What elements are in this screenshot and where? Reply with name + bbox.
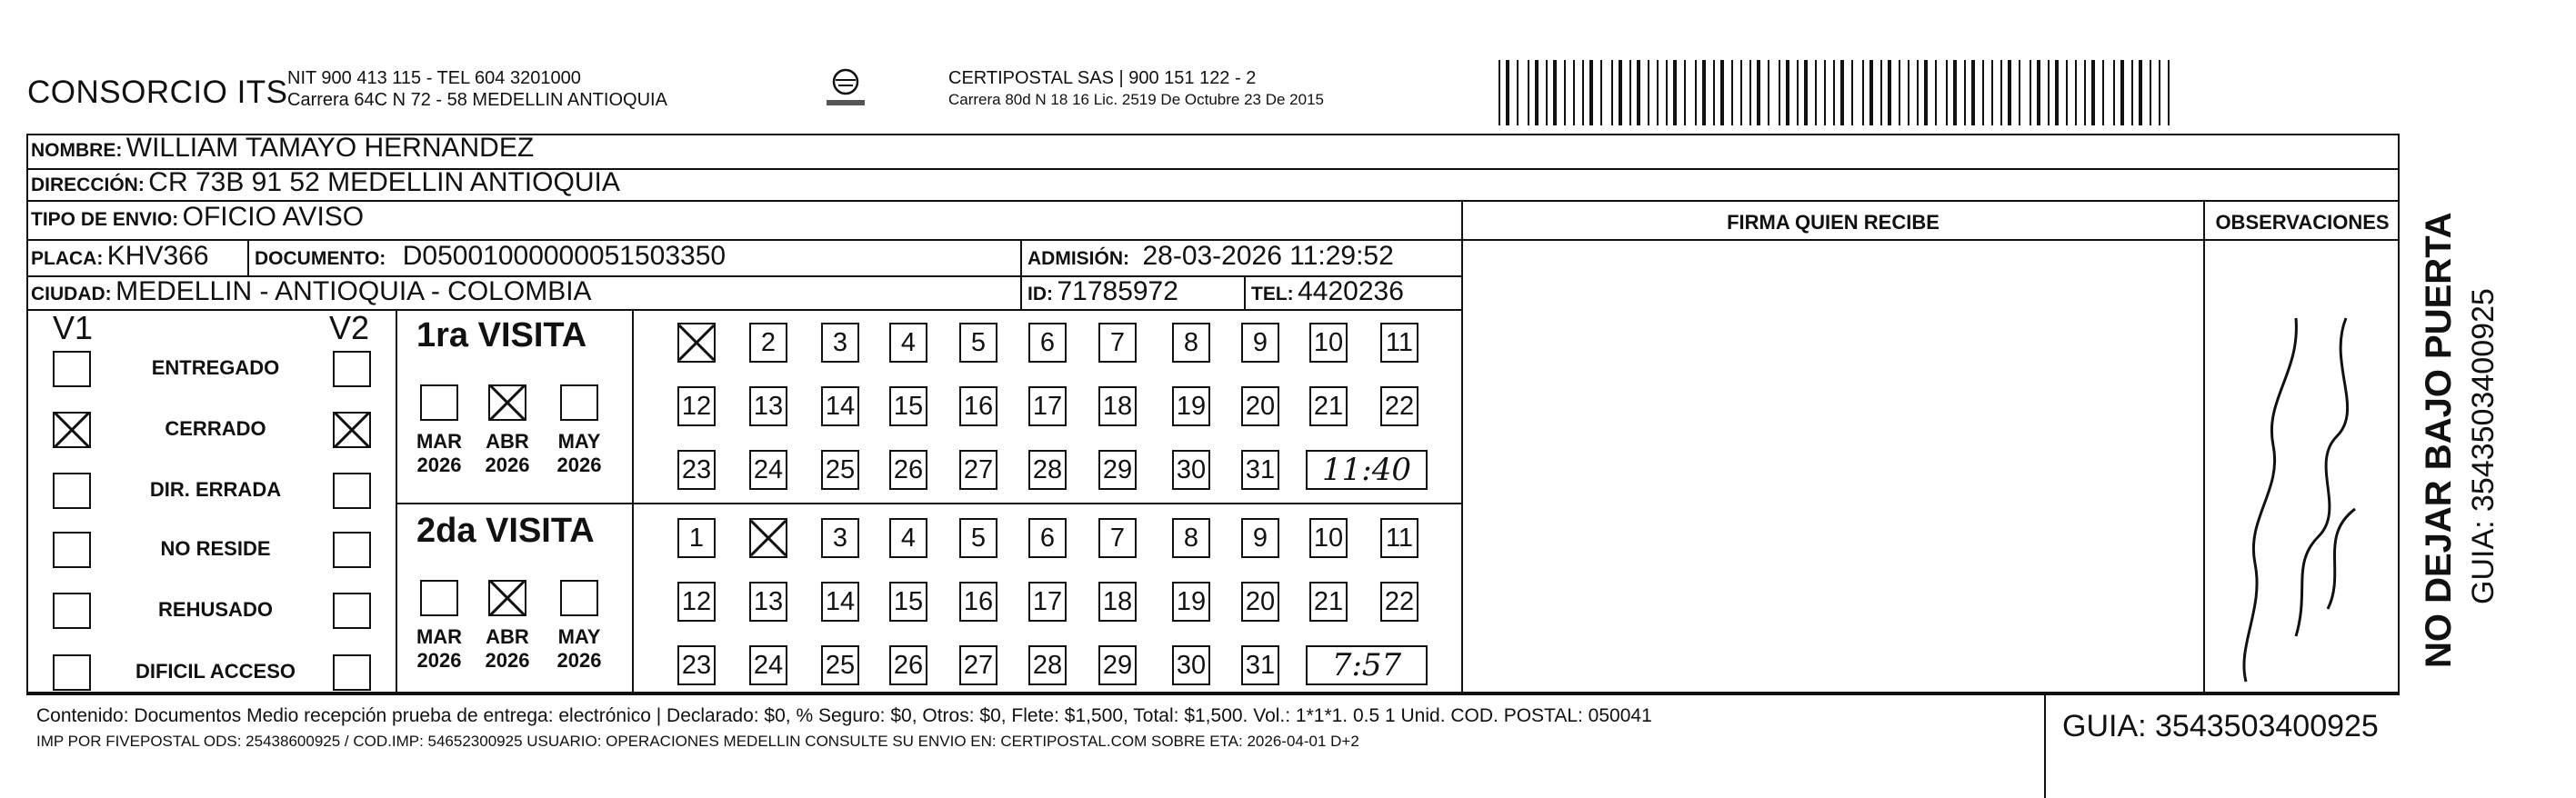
visit-time: 7:57 (1306, 645, 1428, 685)
day-checkbox[interactable]: 28 (1028, 645, 1067, 685)
day-checkbox[interactable]: 12 (677, 386, 716, 426)
month-label: MAY 2026 (556, 430, 602, 476)
day-checkbox[interactable]: 10 (1309, 323, 1348, 363)
day-checkbox[interactable]: 16 (959, 582, 997, 622)
day-checkbox[interactable]: 14 (821, 386, 859, 426)
day-checkbox[interactable]: 22 (1380, 582, 1418, 622)
status-label: ENTREGADO (151, 356, 280, 379)
visit-time: 11:40 (1306, 450, 1428, 490)
company-info (287, 67, 667, 111)
day-checkbox[interactable]: 16 (959, 386, 997, 426)
day-checkbox[interactable]: 20 (1241, 582, 1279, 622)
day-checkbox[interactable]: 15 (889, 582, 927, 622)
day-checkbox[interactable]: 28 (1028, 450, 1067, 490)
day-checkbox[interactable]: 5 (959, 518, 997, 558)
tipo-envio-label: TIPO DE ENVIO: (31, 209, 179, 230)
day-checkbox[interactable]: 29 (1098, 645, 1137, 685)
v1-checkbox[interactable] (53, 654, 91, 691)
admision-value: 28-03-2026 11:29:52 (1142, 241, 1394, 271)
id-field (1027, 276, 1178, 307)
month-checkbox[interactable] (488, 580, 526, 616)
day-checkbox[interactable]: 30 (1172, 450, 1210, 490)
guia-number: GUIA: 3543503400925 (2062, 709, 2379, 743)
certipostal-logo-icon (814, 64, 877, 115)
v2-checkbox[interactable] (333, 412, 371, 448)
day-checkbox[interactable]: 8 (1172, 323, 1210, 363)
month-label: MAR 2026 (416, 430, 463, 476)
day-checkbox[interactable]: 9 (1241, 323, 1279, 363)
month-label: ABR 2026 (485, 430, 530, 476)
courier-info (948, 67, 1324, 111)
day-checkbox[interactable]: 29 (1098, 450, 1137, 490)
tipo-envio-value: OFICIO AVISO (182, 202, 365, 232)
tel-field (1251, 276, 1404, 307)
v1-checkbox[interactable] (53, 532, 91, 568)
day-checkbox[interactable]: 6 (1028, 518, 1067, 558)
day-checkbox[interactable]: 5 (959, 323, 997, 363)
documento-label: DOCUMENTO: (255, 248, 386, 269)
day-checkbox[interactable]: 14 (821, 582, 859, 622)
side-guia: GUIA: 3543503400925 (2466, 288, 2501, 604)
ciudad-field (31, 276, 592, 307)
day-checkbox[interactable]: 31 (1241, 645, 1279, 685)
day-checkbox[interactable]: 1 (677, 518, 716, 558)
month-checkbox[interactable] (488, 384, 526, 421)
ciudad-value: MEDELLIN - ANTIOQUIA - COLOMBIA (115, 276, 592, 306)
day-checkbox[interactable]: 11 (1380, 518, 1418, 558)
day-checkbox[interactable]: 12 (677, 582, 716, 622)
day-checkbox[interactable]: 18 (1098, 582, 1137, 622)
admision-label: ADMISIÓN: (1027, 248, 1129, 269)
firma-header: FIRMA QUIEN RECIBE (1727, 211, 1940, 234)
observaciones-header: OBSERVACIONES (2215, 211, 2390, 234)
day-checkbox[interactable]: 7 (1098, 323, 1137, 363)
day-checkbox[interactable]: 6 (1028, 323, 1067, 363)
courier-address: Carrera 80d N 18 16 Lic. 2519 De Octubre 23 De 2015 (948, 91, 1324, 108)
day-checkbox[interactable] (677, 323, 716, 363)
v2-checkbox[interactable] (333, 532, 371, 568)
day-checkbox[interactable]: 4 (889, 323, 927, 363)
day-checkbox[interactable]: 2 (749, 323, 787, 363)
day-checkbox[interactable]: 25 (821, 645, 859, 685)
month-checkbox[interactable] (560, 384, 598, 421)
day-checkbox[interactable]: 7 (1098, 518, 1137, 558)
day-checkbox[interactable]: 26 (889, 645, 927, 685)
handwritten-observation (2210, 264, 2382, 691)
month-label: ABR 2026 (485, 625, 530, 672)
direccion-label: DIRECCIÓN: (31, 175, 145, 195)
day-checkbox[interactable]: 23 (677, 450, 716, 490)
day-checkbox[interactable]: 22 (1380, 386, 1418, 426)
day-checkbox[interactable]: 24 (749, 645, 787, 685)
day-checkbox[interactable]: 17 (1028, 582, 1067, 622)
day-checkbox[interactable]: 26 (889, 450, 927, 490)
tel-label: TEL: (1251, 284, 1294, 304)
visit-title: 2da VISITA (416, 512, 595, 550)
footer-content: Contenido: Documentos Medio recepción prueba de entrega: electrónico | Declarado: $0, % Seguro: $0, Otros: $0, Flete: $1,500, Total: $1,500. Vol.: 1*1*1. 0.5 1 Unid. COD. POSTAL: 050041 (36, 705, 1652, 726)
ciudad-label: CIUDAD: (31, 284, 112, 304)
day-checkbox[interactable]: 11 (1380, 323, 1418, 363)
day-checkbox[interactable]: 19 (1172, 386, 1210, 426)
status-label: CERRADO (165, 417, 266, 440)
v1-checkbox[interactable] (53, 593, 91, 629)
day-checkbox[interactable]: 23 (677, 645, 716, 685)
placa-value: KHV366 (106, 241, 209, 271)
tipo-envio-row (31, 202, 364, 233)
footer-imp: IMP POR FIVEPOSTAL ODS: 25438600925 / COD.IMP: 54652300925 USUARIO: OPERACIONES MEDELLIN CONSULTE SU ENVIO EN: CERTIPOSTAL.COM SOBRE ETA: 2026-04-01 D+2 (36, 733, 1359, 750)
company-address: Carrera 64C N 72 - 58 MEDELLIN ANTIOQUIA (287, 90, 667, 110)
day-checkbox[interactable]: 9 (1241, 518, 1279, 558)
v1-checkbox[interactable] (53, 351, 91, 387)
company-nit: NIT 900 413 115 - TEL 604 3201000 (287, 68, 581, 88)
status-label: DIFICIL ACCESO (135, 660, 296, 683)
company-name: CONSORCIO ITS (27, 75, 288, 110)
direccion-row (31, 167, 620, 198)
day-checkbox[interactable]: 19 (1172, 582, 1210, 622)
day-checkbox[interactable]: 3 (821, 323, 859, 363)
day-checkbox[interactable]: 24 (749, 450, 787, 490)
day-checkbox[interactable] (749, 518, 787, 558)
status-label: DIR. ERRADA (149, 478, 282, 501)
v2-checkbox[interactable] (333, 593, 371, 629)
day-checkbox[interactable]: 10 (1309, 518, 1348, 558)
day-checkbox[interactable]: 17 (1028, 386, 1067, 426)
day-checkbox[interactable]: 21 (1309, 386, 1348, 426)
day-checkbox[interactable]: 13 (749, 582, 787, 622)
month-label: MAR 2026 (416, 625, 463, 672)
nombre-label: NOMBRE: (31, 140, 123, 161)
day-checkbox[interactable]: 31 (1241, 450, 1279, 490)
day-checkbox[interactable]: 3 (821, 518, 859, 558)
day-checkbox[interactable]: 21 (1309, 582, 1348, 622)
direccion-value: CR 73B 91 52 MEDELLIN ANTIOQUIA (148, 167, 620, 197)
nombre-value: WILLIAM TAMAYO HERNANDEZ (125, 133, 535, 163)
documento-field (255, 241, 726, 272)
day-checkbox[interactable]: 27 (959, 450, 997, 490)
month-label: MAY 2026 (556, 625, 602, 672)
day-checkbox[interactable]: 20 (1241, 386, 1279, 426)
month-checkbox[interactable] (560, 580, 598, 616)
id-value: 71785972 (1057, 276, 1178, 306)
v2-checkbox[interactable] (333, 473, 371, 509)
visit-title: 1ra VISITA (416, 316, 587, 354)
day-checkbox[interactable]: 27 (959, 645, 997, 685)
no-dejar-warning: NO DEJAR BAJO PUERTA (2419, 212, 2459, 668)
status-label: REHUSADO (158, 598, 273, 621)
nombre-row (31, 133, 534, 164)
day-checkbox[interactable]: 13 (749, 386, 787, 426)
v2-checkbox[interactable] (333, 654, 371, 691)
documento-value: D05001000000051503350 (402, 241, 727, 271)
barcode-icon (1498, 60, 2178, 125)
placa-field (31, 241, 209, 272)
v1-checkbox[interactable] (53, 473, 91, 509)
day-checkbox[interactable]: 18 (1098, 386, 1137, 426)
month-checkbox[interactable] (420, 580, 458, 616)
tel-value: 4420236 (1298, 276, 1404, 306)
day-checkbox[interactable]: 8 (1172, 518, 1210, 558)
v2-header: V2 (329, 309, 370, 346)
courier-nit: CERTIPOSTAL SAS | 900 151 122 - 2 (948, 68, 1257, 88)
id-label: ID: (1027, 284, 1053, 304)
v1-checkbox[interactable] (53, 412, 91, 448)
admision-field (1027, 241, 1394, 272)
day-checkbox[interactable]: 4 (889, 518, 927, 558)
v1-header: V1 (53, 309, 94, 346)
month-checkbox[interactable] (420, 384, 458, 421)
placa-label: PLACA: (31, 248, 104, 269)
day-checkbox[interactable]: 15 (889, 386, 927, 426)
v2-checkbox[interactable] (333, 351, 371, 387)
status-label: NO RESIDE (160, 537, 271, 560)
day-checkbox[interactable]: 30 (1172, 645, 1210, 685)
day-checkbox[interactable]: 25 (821, 450, 859, 490)
